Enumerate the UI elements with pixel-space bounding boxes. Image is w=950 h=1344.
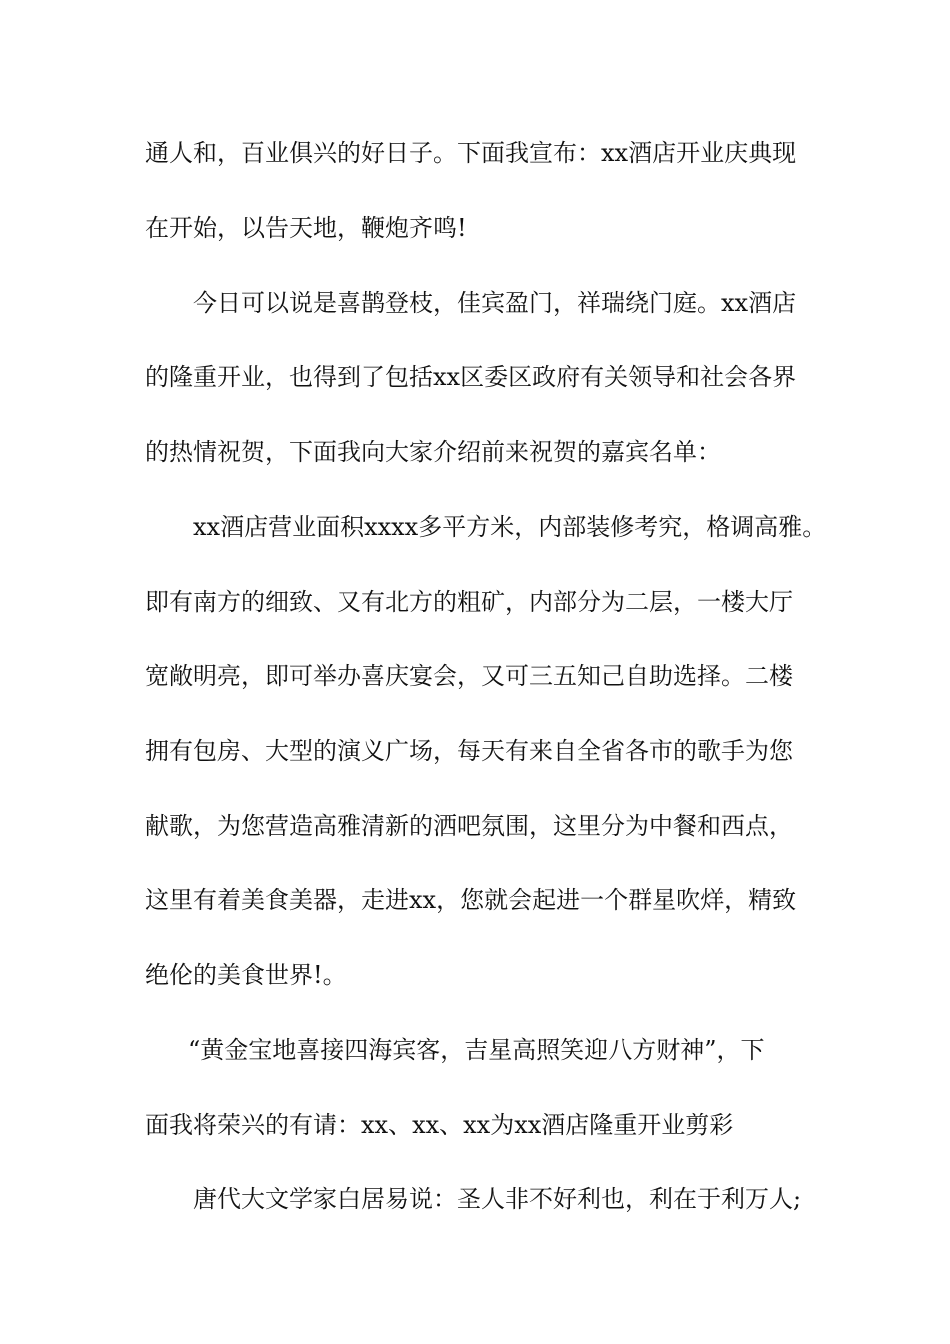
text-line: 绝伦的美食世界!。 — [145, 961, 347, 989]
text-line: 即有南方的细致、又有北方的粗矿，内部分为二层，一楼大厅 — [145, 588, 793, 616]
text-line: 在开始，以告天地，鞭炮齐鸣! — [145, 214, 467, 242]
text-line: 献歌，为您营造高雅清新的洒吧氛围，这里分为中餐和西点， — [145, 812, 793, 840]
paragraph-start-line: xx酒店营业面积xxxx多平方米，内部装修考究，格调高雅。 — [193, 513, 827, 541]
paragraph-start-line: 唐代大文学家白居易说：圣人非不好利也，利在于利万人; — [193, 1185, 802, 1213]
text-line: 宽敞明亮，即可举办喜庆宴会，又可三五知己自助选择。二楼 — [145, 662, 793, 690]
text-line: 通人和，百业俱兴的好日子。下面我宣布：xx酒店开业庆典现 — [145, 139, 797, 167]
text-line: 面我将荣兴的有请：xx、xx、xx为xx酒店隆重开业剪彩 — [145, 1111, 734, 1139]
text-line: 这里有着美食美器，走进xx，您就会起进一个群星吹烊，精致 — [145, 886, 797, 914]
text-line: 拥有包房、大型的演义广场，每天有来自全省各市的歌手为您 — [145, 737, 793, 765]
text-line: 的隆重开业，也得到了包括xx区委区政府有关领导和社会各界 — [145, 363, 797, 391]
paragraph-start-line: “黄金宝地喜接四海宾客，吉星高照笑迎八方财神”，下 — [188, 1036, 765, 1064]
text-line: 的热情祝贺，下面我向大家介绍前来祝贺的嘉宾名单： — [145, 438, 721, 466]
paragraph-start-line: 今日可以说是喜鹊登枝，佳宾盈门，祥瑞绕门庭。xx酒店 — [193, 289, 797, 317]
